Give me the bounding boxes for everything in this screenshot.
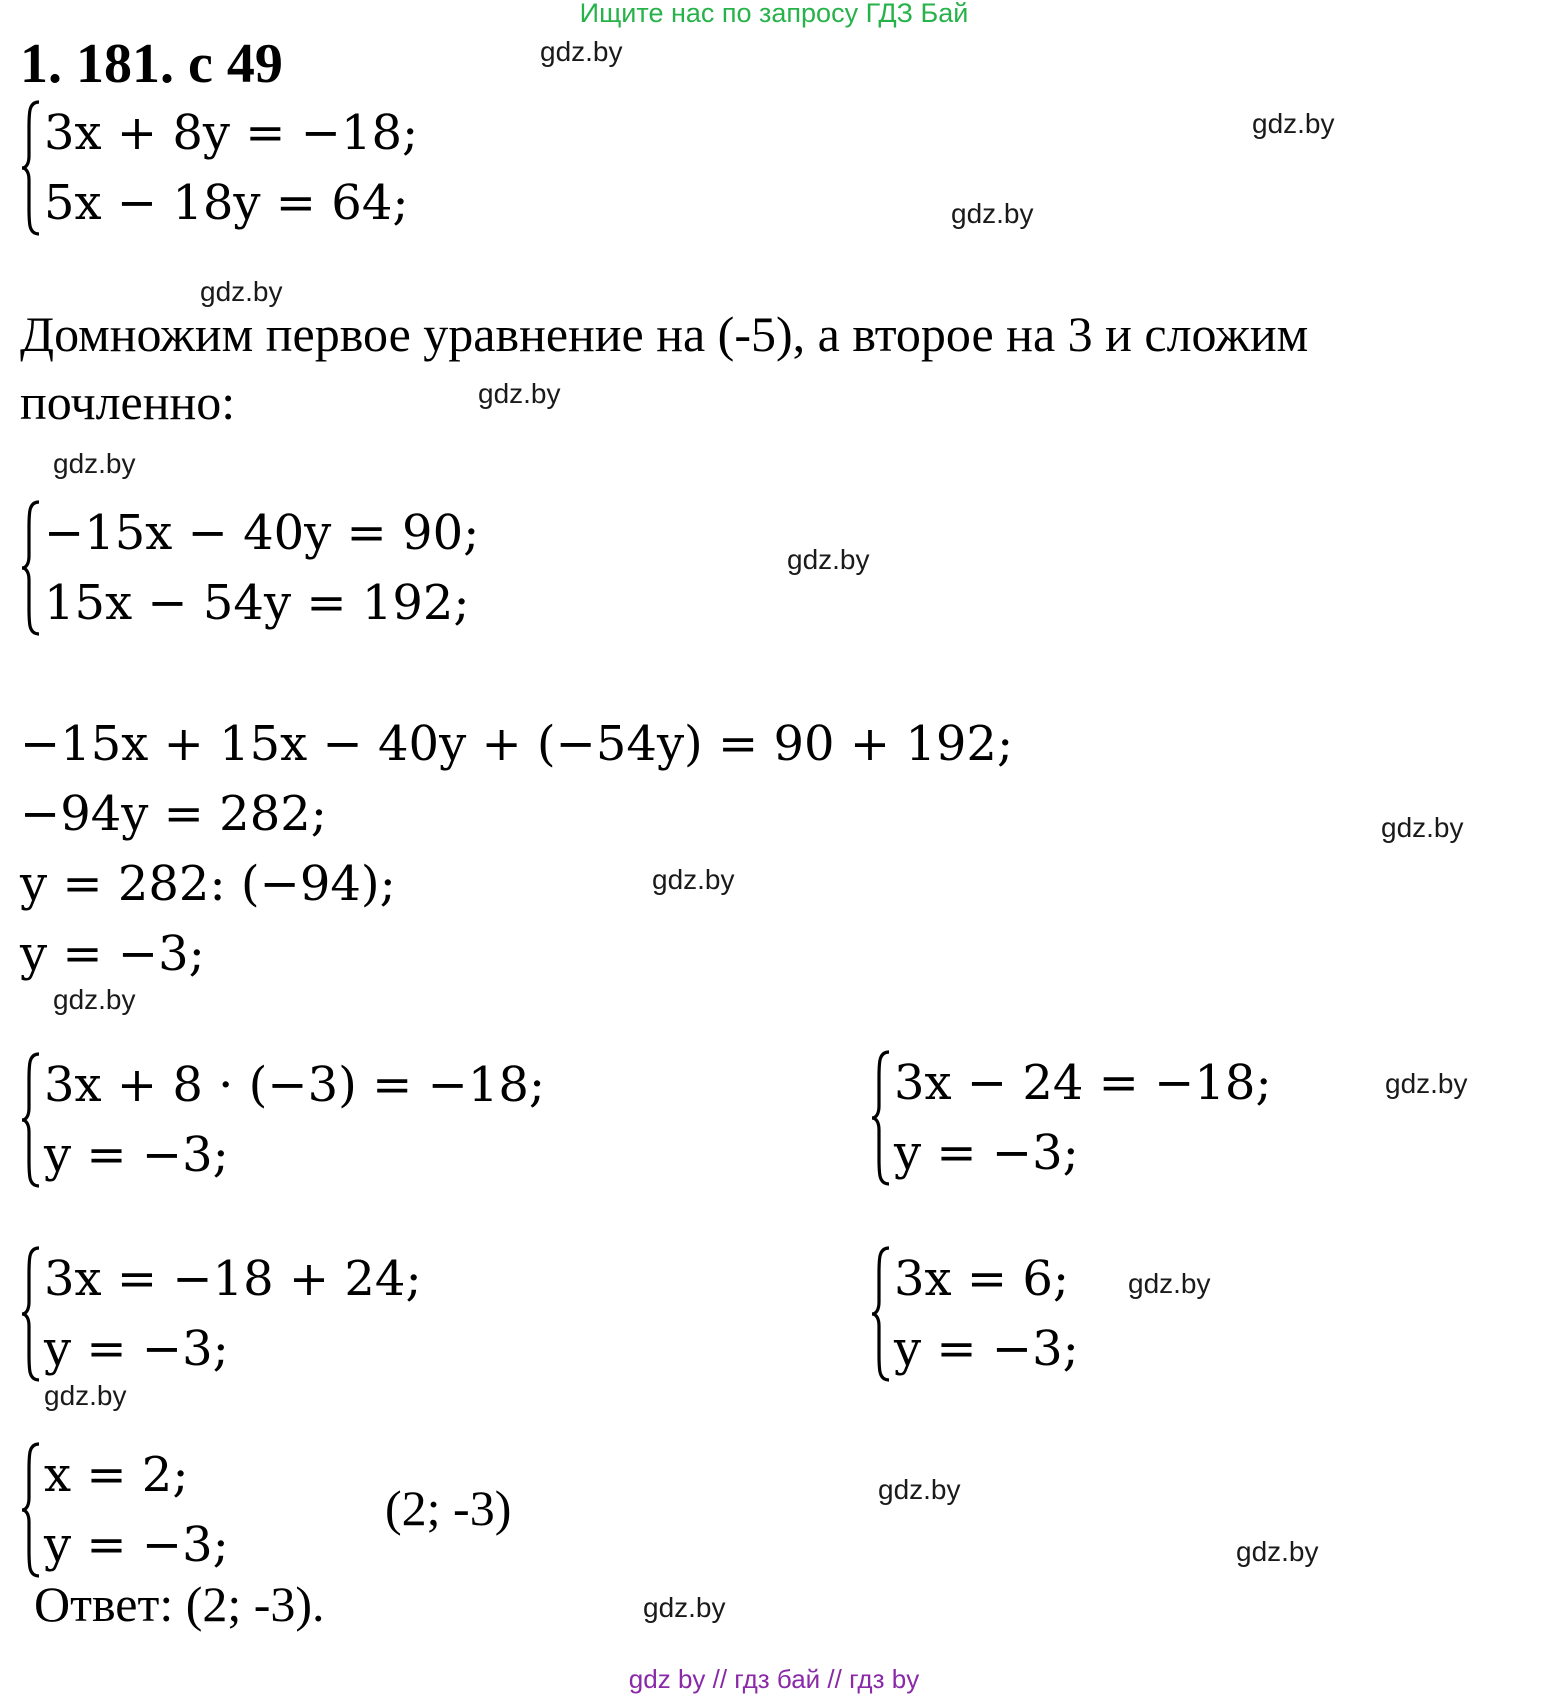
equation-line: 3x = −18 + 24; [44,1251,422,1307]
equation-system-7 [20,1440,229,1580]
brace-icon [20,1050,42,1190]
equation-line: 3x = 6; [894,1251,1070,1307]
equation-system-2 [20,498,479,638]
equation-system-6 [870,1244,1079,1384]
watermark: gdz.by [540,36,623,67]
equation-line: y = −3; [894,1321,1079,1377]
watermark: gdz.by [951,198,1034,229]
explanation-line-1: Домножим первое уравнение на (-5), а второе на 3 и сложим [20,306,1309,362]
watermark: gdz.by [1236,1536,1319,1567]
watermark: gdz.by [652,864,735,895]
equation-line: y = −3; [44,1321,229,1377]
watermark: gdz.by [1252,108,1335,139]
equation-line: y = −3; [894,1125,1079,1181]
equation-line: 5x − 18y = 64; [44,175,409,231]
explanation-line-2: почленно: [20,374,236,430]
step-line-3: y = 282: (−94); [20,856,396,912]
solution-pair: (2; -3) [385,1480,512,1536]
equation-line: −15x − 40y = 90; [44,505,480,561]
watermark: gdz.by [787,544,870,575]
equation-line: y = −3; [44,1127,229,1183]
equation-line: 3x + 8 · (−3) = −18; [44,1057,546,1113]
watermark: gdz.by [53,448,136,479]
watermark: gdz.by [643,1592,726,1623]
watermark: gdz.by [44,1380,127,1411]
brace-icon [870,1048,892,1188]
equation-line: 15x − 54y = 192; [44,575,470,631]
watermark: gdz.by [53,984,136,1015]
problem-title: 1. 181. с 49 [20,33,283,95]
footer-links: gdz by // гдз бай // гдз by [628,1664,920,1694]
brace-icon [870,1244,892,1384]
watermark: gdz.by [1385,1068,1468,1099]
step-line-2: −94y = 282; [20,786,327,842]
watermark: gdz.by [1128,1268,1211,1299]
step-line-1: −15x + 15x − 40y + (−54y) = 90 + 192; [20,716,1014,772]
equation-system-1 [20,98,418,238]
answer: Ответ: (2; -3). [34,1576,325,1632]
equation-line: 3x + 8y = −18; [44,105,419,161]
brace-icon [20,498,42,638]
equation-line: y = −3; [44,1517,229,1573]
watermark: gdz.by [1381,812,1464,843]
equation-line: x = 2; [44,1447,189,1503]
top-banner: Ищите нас по запросу ГДЗ Бай [579,0,969,28]
equation-system-4 [870,1048,1272,1188]
equation-system-3 [20,1050,545,1190]
equation-system-5 [20,1244,422,1384]
watermark: gdz.by [478,378,561,409]
brace-icon [20,98,42,238]
equation-line: 3x − 24 = −18; [894,1055,1272,1111]
watermark: gdz.by [200,276,283,307]
brace-icon [20,1244,42,1384]
watermark: gdz.by [878,1474,961,1505]
step-line-4: y = −3; [20,926,205,982]
brace-icon [20,1440,42,1580]
